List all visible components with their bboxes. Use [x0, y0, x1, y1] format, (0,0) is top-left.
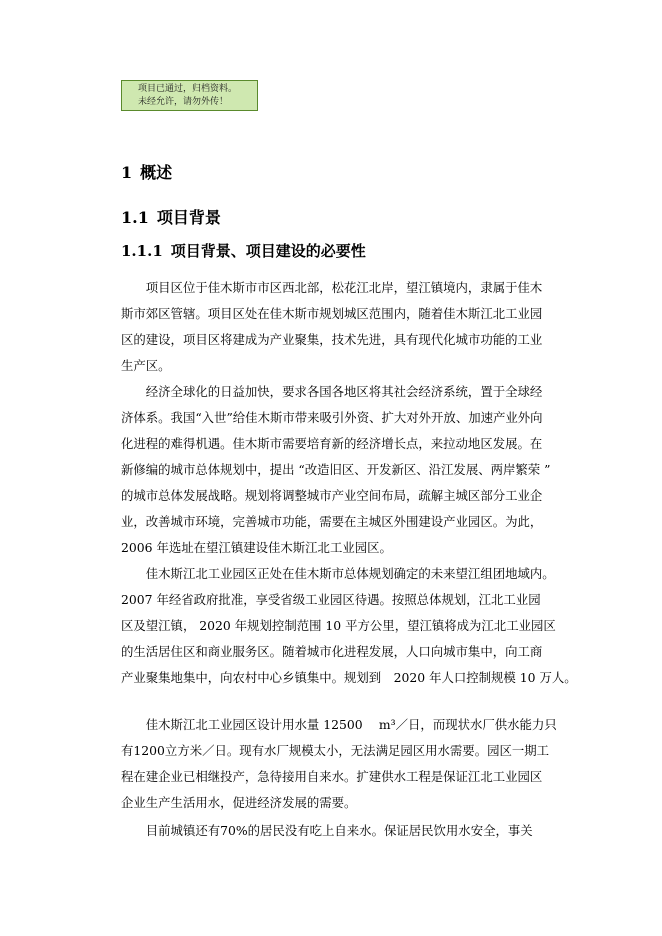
confidential-notice-stamp — [121, 80, 258, 111]
body-text-line: 的生活居住区和商业服务区。随着城市化进程发展，人口向城市集中，向工商 — [121, 644, 543, 659]
notice-line-1: 项目已通过，归档资料。 — [138, 84, 238, 94]
body-text-line: 经济全球化的日益加快，要求各国各地区将其社会经济系统，置于全球经 — [121, 384, 543, 399]
heading-text: 概述 — [140, 163, 173, 182]
body-text-line: 区的建设，项目区将建成为产业聚集，技术先进，具有现代化城市功能的工业 — [121, 332, 543, 347]
heading-text: 项目背景 — [156, 208, 221, 227]
heading-text: 项目背景、项目建设的必要性 — [170, 242, 366, 260]
body-text-line: 生产区。 — [121, 358, 171, 373]
heading-chapter-1 — [121, 160, 172, 183]
heading-number: 1.1.1 — [121, 242, 163, 260]
notice-line-2: 未经允许，请勿外传！ — [138, 97, 229, 107]
body-text-line: 佳木斯江北工业园区设计用水量 12500 m³／日，而现状水厂供水能力只 — [121, 717, 557, 732]
heading-number: 1.1 — [121, 208, 149, 227]
body-text-line: 新修编的城市总体规划中，提出 “改造旧区、开发新区、沿江发展、两岸繁荣 ” — [121, 462, 551, 477]
body-text-line: 佳木斯江北工业园区正处在佳木斯市总体规划确定的未来望江组团地域内。 — [121, 566, 555, 581]
body-text-line: 项目区位于佳木斯市市区西北部，松花江北岸，望江镇境内，隶属于佳木 — [121, 280, 543, 295]
body-text-line: 目前城镇还有70%的居民没有吃上自来水。保证居民饮用水安全，事关 — [121, 823, 533, 838]
body-text-line: 业，改善城市环境，完善城市功能，需要在主城区外围建设产业园区。为此， — [121, 514, 543, 529]
heading-section-1-1 — [121, 205, 221, 228]
body-text-line: 的城市总体发展战略。规划将调整城市产业空间布局，疏解主城区部分工业企 — [121, 488, 543, 503]
body-text-line: 济体系。我国“入世”给佳木斯市带来吸引外资、扩大对外开放、加速产业外向 — [121, 410, 543, 425]
heading-subsection-1-1-1 — [121, 240, 366, 261]
body-text-line: 2006 年选址在望江镇建设佳木斯江北工业园区。 — [121, 540, 392, 555]
body-text-line: 2007 年经省政府批准，享受省级工业园区待遇。按照总体规划，江北工业园 — [121, 592, 541, 607]
body-text-line: 企业生产生活用水，促进经济发展的需要。 — [121, 795, 357, 810]
body-text-line: 化进程的难得机遇。佳木斯市需要培育新的经济增长点，来拉动地区发展。在 — [121, 436, 543, 451]
body-text-line: 产业聚集地集中，向农村中心乡镇集中。规划到 2020 年人口控制规模 10 万人。 — [121, 670, 577, 685]
body-text-line: 斯市郊区管辖。项目区处在佳木斯市规划城区范围内，随着佳木斯江北工业园 — [121, 306, 543, 321]
body-text-line: 有1200立方米／日。现有水厂规模太小，无法满足园区用水需要。园区一期工 — [121, 743, 550, 758]
body-text-line: 区及望江镇， 2020 年规划控制范围 10 平方公里，望江镇将成为江北工业园区 — [121, 618, 556, 633]
body-text-line: 程在建企业已相继投产，急待接用自来水。扩建供水工程是保证江北工业园区 — [121, 769, 543, 784]
heading-number: 1 — [121, 163, 133, 182]
